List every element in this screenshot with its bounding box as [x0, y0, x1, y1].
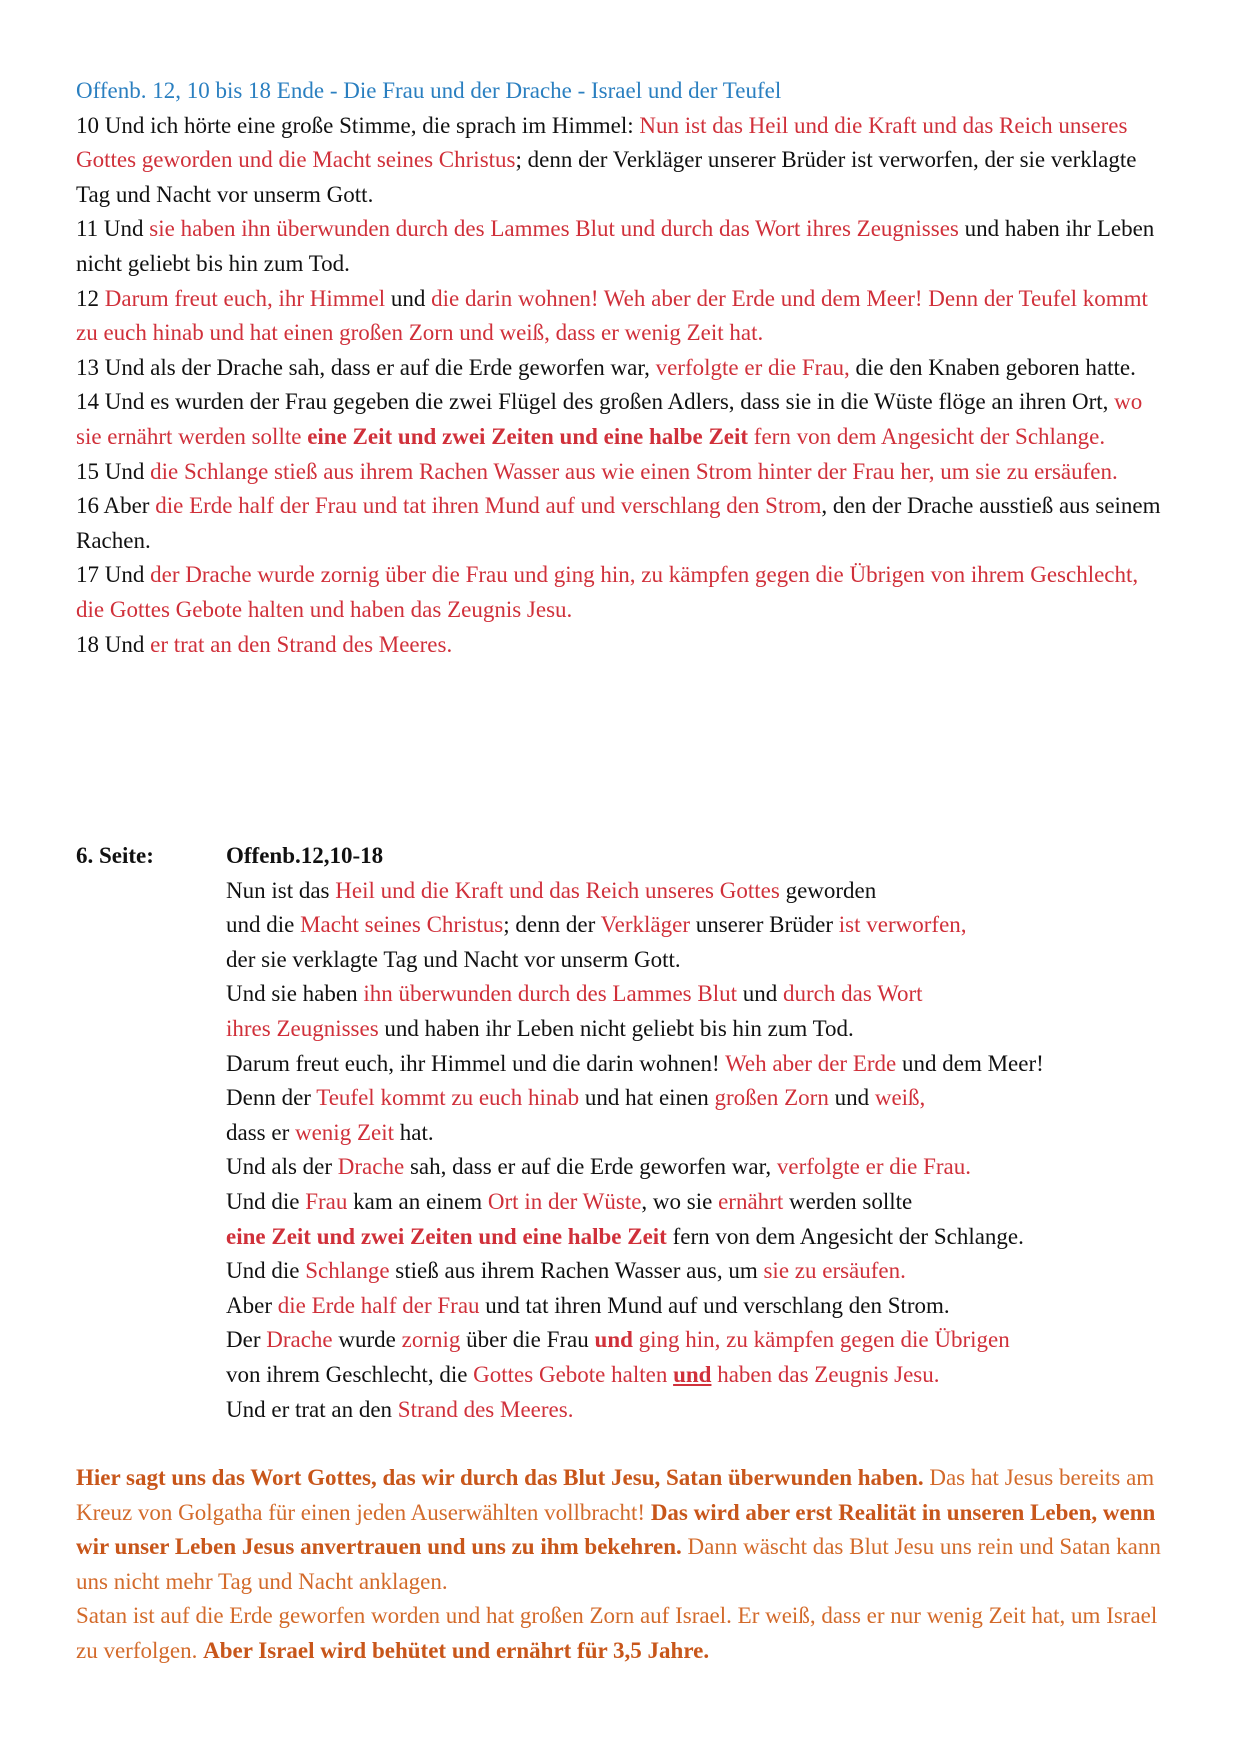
text-segment: haben das Zeugnis Jesu. [711, 1361, 940, 1387]
verse [76, 282, 1166, 351]
text-segment: und [737, 981, 783, 1007]
text-segment: die Erde half der Frau [277, 1292, 480, 1318]
text-segment: und tat ihren Mund auf und verschlang den Strom. [479, 1292, 950, 1318]
verse [76, 212, 1166, 281]
text-segment: die Erde half der Frau und tat ihren Mund auf und verschlang den Strom [155, 493, 822, 519]
text-segment: und haben ihr Leben nicht geliebt bis hin zum Tod. [378, 1015, 854, 1041]
text-segment: Gottes Gebote halten [473, 1361, 668, 1387]
text-segment: zornig [401, 1327, 461, 1353]
text-segment: die darin wohnen! Weh aber der Erde und dem Meer! Denn der Teufel kommt zu euch hinab und hat einen großen Zorn und weiß, dass er wenig Zeit hat. [76, 285, 1148, 346]
text-segment: Denn der [226, 1085, 317, 1111]
text-segment: Hier sagt uns das Wort Gottes, das wir durch das Blut Jesu, Satan überwunden haben. [76, 1465, 924, 1490]
text-segment: 16 Aber [76, 493, 156, 519]
text-segment: Darum freut euch, ihr Himmel und die darin wohnen! [226, 1050, 726, 1076]
text-segment: Weh aber der Erde [725, 1050, 897, 1076]
text-segment: 15 Und [76, 458, 151, 484]
text-segment: Aber [226, 1292, 278, 1318]
text-segment: , den der Drache ausstieß aus seinem Rachen. [76, 493, 1161, 553]
text-segment: Strand des Meeres. [397, 1396, 574, 1422]
text-segment: Drache [337, 1154, 405, 1180]
summary-line [226, 1323, 1186, 1358]
text-segment: ; denn der [503, 912, 601, 938]
text-segment: Ort in der Wüste [487, 1188, 642, 1214]
verse-list [76, 109, 1166, 663]
text-segment: Das wird aber erst Realität in unseren Leben, wenn wir unser Leben Jesus anvertrauen und uns zu ihm bekehren. [76, 1499, 1156, 1560]
text-segment: wo sie ernährt werden sollte [76, 389, 1143, 449]
text-segment: Das hat Jesus bereits am Kreuz von Golgatha für einen jeden Auserwählten vollbracht! [76, 1465, 1155, 1525]
text-segment: verfolgte er die Frau. [776, 1154, 972, 1180]
text-segment: 12 [76, 285, 105, 311]
text-segment: eine Zeit und zwei Zeiten und eine halbe Zeit [226, 1223, 667, 1249]
commentary-paragraph [76, 1461, 1176, 1669]
text-segment: Darum freut euch, ihr Himmel [104, 285, 386, 311]
text-segment: Und er trat an den [226, 1396, 398, 1422]
summary-line [226, 1150, 1186, 1185]
text-segment: Und die [226, 1188, 306, 1214]
text-segment: stieß aus ihrem Rachen Wasser aus, um [389, 1258, 764, 1284]
text-segment: dass er [226, 1119, 295, 1145]
text-segment: ernährt [718, 1188, 784, 1214]
text-segment: die den Knaben geboren hatte. [849, 354, 1136, 380]
summary-line [226, 1012, 1186, 1047]
text-segment: Der [226, 1327, 267, 1353]
text-segment: eine Zeit und zwei Zeiten und eine halbe Zeit [307, 423, 749, 449]
text-segment: ; denn der Verkläger unserer Brüder ist verworfen, der sie verklagte Tag und Nacht vor unserm Gott. [76, 147, 1137, 207]
text-segment: Frau [305, 1188, 348, 1214]
text-segment: sie zu ersäufen. [763, 1258, 906, 1284]
text-segment: ist verworfen, [838, 912, 967, 938]
text-segment: durch das Wort [783, 981, 923, 1007]
text-segment: 10 Und ich hörte eine große Stimme, die sprach im Himmel: [76, 112, 640, 138]
summary-line [226, 1047, 1186, 1082]
summary-passage [226, 839, 1186, 1427]
bible-passage [76, 74, 1166, 662]
text-segment: von ihrem Geschlecht, die [226, 1361, 474, 1387]
text-segment: Dann wäscht das Blut Jesu uns rein und Satan kann uns nicht mehr Tag und Nacht anklagen. [76, 1534, 1161, 1594]
text-segment: weiß, [874, 1085, 926, 1111]
text-segment: verfolgte er die Frau, [655, 354, 850, 380]
text-segment: 18 Und [76, 631, 151, 657]
text-segment: Und sie haben [226, 981, 364, 1007]
page-label: 6. Seite: [76, 843, 154, 868]
text-segment: 17 Und [76, 562, 151, 588]
text-segment: Und als der [226, 1154, 338, 1180]
text-segment: und [385, 285, 432, 311]
summary-line [226, 977, 1186, 1012]
text-segment: großen Zorn [714, 1085, 829, 1111]
verse [76, 351, 1166, 386]
summary-line [226, 1081, 1186, 1116]
text-segment: Verkläger [600, 912, 690, 938]
text-segment: , wo sie [641, 1188, 719, 1214]
text-segment: Aber Israel wird behütet und ernährt für 3,5 Jahre. [203, 1637, 710, 1663]
verse [76, 455, 1166, 490]
text-segment: ihres Zeugnisses [226, 1015, 379, 1041]
verse [76, 109, 1166, 213]
verse [76, 558, 1166, 627]
text-segment: Drache [266, 1327, 333, 1353]
text-segment: fern von dem Angesicht der Schlange. [666, 1223, 1024, 1249]
text-segment: Nun ist das Heil und die Kraft und das Reich unseres Gottes geworden und die Macht seines Christus [76, 112, 1128, 173]
text-segment: ihn überwunden durch des Lammes Blut [363, 981, 737, 1007]
summary-line [226, 1358, 1186, 1393]
text-segment: Und die [226, 1258, 306, 1284]
text-segment: geworden [779, 877, 877, 903]
text-segment: 11 Und [76, 216, 150, 242]
summary-line [226, 1185, 1186, 1220]
text-segment: und [594, 1327, 633, 1353]
text-segment: und haben ihr Leben nicht geliebt bis hin zum Tod. [76, 216, 1155, 276]
text-segment: fern von dem Angesicht der Schlange. [748, 423, 1106, 449]
text-segment: kam an einem [347, 1188, 488, 1214]
text-segment: hat. [393, 1119, 434, 1145]
text-segment: sie haben ihn überwunden durch des Lammes Blut und durch das Wort ihres Zeugnisses [149, 216, 959, 242]
text-segment: sah, dass er auf die Erde geworfen war, [404, 1154, 777, 1180]
text-segment: und dem Meer! [896, 1050, 1044, 1076]
text-segment: Macht seines Christus [300, 912, 504, 938]
text-segment: wenig Zeit [294, 1119, 394, 1145]
summary-lines [226, 874, 1186, 1428]
text-segment: über die Frau [460, 1327, 595, 1353]
summary-line [226, 1289, 1186, 1324]
text-segment: er trat an den Strand des Meeres. [150, 631, 453, 657]
text-segment: Nun ist das [226, 877, 336, 903]
summary-line [226, 1393, 1186, 1428]
text-segment: die Schlange stieß aus ihrem Rachen Wasser aus wie einen Strom hinter der Frau her, um sie zu ersäufen. [150, 458, 1118, 484]
verse [76, 489, 1166, 558]
summary-line [226, 908, 1186, 943]
summary-line [226, 1254, 1186, 1289]
text-segment: und [673, 1361, 712, 1387]
text-segment: Schlange [305, 1258, 390, 1284]
summary-line [226, 943, 1186, 978]
verse [76, 628, 1166, 663]
text-segment: 13 Und als der Drache sah, dass er auf die Erde geworfen war, [76, 354, 656, 380]
verse [76, 385, 1166, 454]
passage-heading: Offenb. 12, 10 bis 18 Ende - Die Frau und der Drache - Israel und der Teufel [76, 78, 782, 103]
text-segment: 14 Und es wurden der Frau gegeben die zwei Flügel des großen Adlers, dass sie in die Wüste flöge an ihren Ort, [76, 389, 1115, 415]
summary-line [226, 874, 1186, 909]
text-segment: und hat einen [579, 1085, 715, 1111]
text-segment: der sie verklagte Tag und Nacht vor unserm Gott. [226, 946, 681, 972]
text-segment: unserer Brüder [689, 912, 839, 938]
text-segment: Heil und die Kraft und das Reich unseres Gottes [335, 877, 780, 903]
text-segment: werden sollte [783, 1188, 913, 1214]
text-segment: ging hin, zu kämpfen gegen die Übrigen [632, 1327, 1010, 1353]
text-segment: und die [226, 912, 301, 938]
text-segment: Teufel kommt zu euch hinab [316, 1085, 580, 1111]
text-segment: und [828, 1085, 875, 1111]
text-segment: Satan ist auf die Erde geworfen worden und hat großen Zorn auf Israel. Er weiß, dass er nur wenig Zeit hat, um Israel zu verfolgen. [76, 1603, 1158, 1663]
summary-title: Offenb.12,10-18 [226, 843, 384, 868]
summary-line [226, 1220, 1186, 1255]
text-segment: der Drache wurde zornig über die Frau und ging hin, zu kämpfen gegen die Übrigen von ihrem Geschlecht, die Gottes Gebote halten und haben das Zeugnis Jesu. [76, 562, 1139, 622]
text-segment: wurde [332, 1327, 402, 1353]
summary-line [226, 1116, 1186, 1151]
